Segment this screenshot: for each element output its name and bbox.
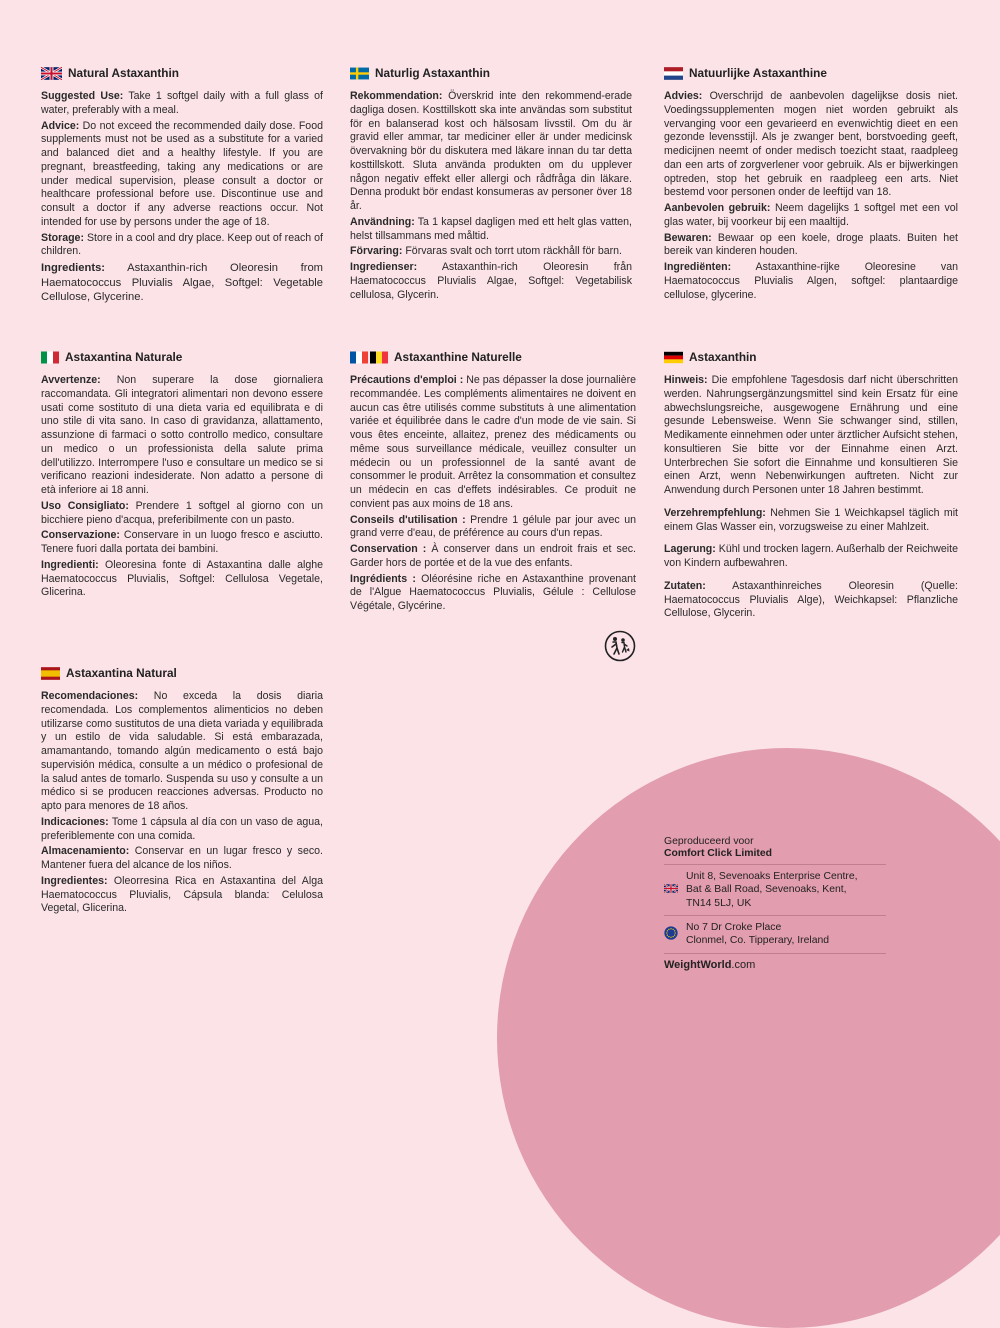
usage-text: Conseils d'utilisation : Prendre 1 gélule par jour avec un grand verre d'eau, de préférence au cours d'un repas. — [350, 513, 636, 540]
storage-text: Bewaren: Bewaar op een koele, droge plaats. Buiten het bereik van kinderen houden. — [664, 231, 958, 258]
ingredients-text: Ingredienti: Oleoresina fonte di Astaxantina dalle alghe Haematococcus Pluvialis, Softgel: Cellulosa Vegetale, Glicerina. — [41, 558, 323, 599]
section-english — [41, 66, 323, 307]
advice-text: Advice: Do not exceed the recommended daily dose. Food supplements must not be used as a substitute for a varied and balanced diet and a healthy lifestyle. If you are pregnant, breastfeeding, taking any medications or are under medical supervision, please consult a doctor or healthcare professional before use. Discontinue use and consult a doctor if any adverse reactions occur. Not intended for use by persons under the age of 18. — [41, 119, 323, 228]
storage-text: Conservation : À conserver dans un endroit frais et sec. Garder hors de portée et de la vue des enfants. — [350, 543, 636, 569]
recommended-use-text: Uso Consigliato: Prendere 1 softgel al giorno con un bicchiere pieno d'acqua, preferibilmente con un pasto. — [41, 499, 323, 526]
spain-flag-icon — [41, 667, 60, 680]
ingredients-text: Zutaten: Astaxanthinreiches Oleoresin (Quelle: Haematococcus Pluvialis Alge), Weichkapsel: Pflanzliche Cellulose, Glycerin. — [664, 579, 958, 620]
warnings-text: Avvertenze: Non superare la dose giornaliera raccomandata. Gli integratori alimentari non devono essere usati come sostituto di una dieta varia ed equilibrata e di uno stile di vita sano. In caso di gravidanza, allattamento, assunzione di farmaci o sotto controllo medico, consultare un medico o un professionista della salute prima dell'utilizzo. Interrompere l'uso e consultare un medico se si verificano reazioni indesiderate. Non adatto a persone di età inferiore ai 18 anni. — [41, 374, 323, 497]
section-title: Natural Astaxanthin — [68, 66, 179, 80]
uk-address-line: TN14 5LJ, UK — [686, 897, 752, 909]
ingredients-text: Ingrediënten: Astaxanthine-rijke Oleoresine van Haematococcus Pluvialis Algen, softgel: plantaardige cellulose, glycerine. — [664, 261, 958, 301]
manufacturer-info — [664, 836, 886, 971]
section-title: Astaxantina Natural — [66, 666, 177, 680]
divider — [664, 953, 886, 954]
uk-address-line: Bat & Ball Road, Sevenoaks, Kent, — [686, 884, 847, 896]
section-title: Astaxantina Naturale — [65, 350, 183, 364]
section-title: Astaxanthin — [689, 350, 757, 364]
section-dutch — [664, 66, 958, 304]
notice-text: Hinweis: Die empfohlene Tagesdosis darf nicht überschritten werden. Nahrungsergänzungsmittel sind kein Ersatz für eine abwechslungsreiche, ausgewogene Ernährung und eine gesunde Lebensweise. Wenn Sie schwanger sind, stillen, Medikamente einnehmen oder unter ärztlicher Aufsicht stehen, konsultieren Sie bitte vor der Einnahme einen Arzt. Unterbrechen Sie sofort die Einnahme und konsultieren Sie einen Arzt, wenn Nebenwirkungen auftreten. Nicht zur Anwendung durch Personen unter 18 Jahren bestimmt. — [664, 374, 958, 497]
eu-address-line: No 7 Dr Croke Place — [686, 921, 782, 933]
storage-text: Storage: Store in a cool and dry place. Keep out of reach of children. — [41, 231, 323, 258]
netherlands-flag-icon — [664, 67, 683, 80]
usage-text: Användning: Ta 1 kapsel dagligen med ett helt glas vatten, helst tillsammans med måltid. — [350, 215, 632, 242]
storage-text: Conservazione: Conservare in un luogo fresco e asciutto. Tenere fuori dalla portata dei bambini. — [41, 529, 323, 556]
directions-text: Indicaciones: Tome 1 cápsula al día con un vaso de agua, preferiblemente con una comida. — [41, 815, 323, 842]
decorative-circle — [497, 748, 1000, 1328]
storage-text: Almacenamiento: Conservar en un lugar fresco y seco. Mantener fuera del alcance de los niños. — [41, 845, 323, 872]
eu-address-line: Clonmel, Co. Tipperary, Ireland — [686, 935, 830, 947]
section-french — [350, 350, 636, 616]
divider — [664, 915, 886, 916]
france-belgium-flags-icon — [350, 351, 388, 364]
italy-flag-icon — [41, 351, 59, 364]
uk-address — [664, 870, 886, 910]
advice-text: Advies: Overschrijd de aanbevolen dagelijkse dosis niet. Voedingssupplementen mogen niet worden gebruikt als vervanging voor een gevarieerd en evenwichtig dieet en een gezonde levensstijl. Als je zwanger bent, borstvoeding geeft, medicijnen neemt of onder medisch toezicht staat, raadpleeg dan een arts of zorgverlener voor gebruik. Als er bijwerkingen optreden, stop het gebruik en raadpleeg een arts. Niet bestemd voor personen onder de leeftijd van 18. — [664, 90, 958, 199]
eu-address — [664, 921, 886, 948]
uk-flag-icon — [664, 884, 678, 896]
brand-logo: WeightWorld.com — [664, 958, 756, 971]
ingredients-text: Ingredienser: Astaxanthin-rich Oleoresin från Haematococcus Pluvialis Algae, Softgel: Vegetabilisk cellulosa, Glycerin. — [350, 261, 632, 301]
uk-flag-icon — [41, 67, 62, 80]
ingredients-text: Ingredientes: Oleorresina Rica en Astaxantina del Alga Haematococcus Pluvialis, Cápsula blanda: Celulosa Vegetal, Glicerina. — [41, 874, 323, 915]
section-title: Astaxanthine Naturelle — [394, 350, 522, 364]
ingredients-text: Ingrédients : Oléorésine riche en Astaxanthine provenant de l'Algue Haematococcus Pluvialis, Gélule : Cellulose Végétale, Glycérine. — [350, 572, 636, 613]
germany-flag-icon — [664, 351, 683, 364]
recommendations-text: Recomendaciones: No exceda la dosis diaria recomendada. Los complementos alimenticios no deben utilizarse como sustitutos de una dieta variada y equilibrada y un estilo de vida saludable. Si está embarazada, amamantando, tomando algún medicamento o está bajo supervisión médica, consulte a un médico o profesional de la salud antes de tomarlo. Suspenda su uso y consulte a un médico si se producen reacciones adversas. Producto no apto para menores de 18 años. — [41, 690, 323, 813]
section-swedish — [350, 66, 632, 304]
section-title: Naturlig Astaxanthin — [375, 66, 490, 80]
ingredients-text: Ingredients: Astaxanthin-rich Oleoresin from Haematococcus Pluvialis Algae, Softgel: Vegetable Cellulose, Glycerine. — [41, 262, 323, 304]
eu-flag-icon — [664, 926, 678, 943]
triman-recycle-icon — [604, 630, 636, 662]
suggested-use-text: Suggested Use: Take 1 softgel daily with a full glass of water, preferably with a meal. — [41, 90, 323, 116]
sweden-flag-icon — [350, 67, 369, 80]
storage-text: Lagerung: Kühl und trocken lagern. Außerhalb der Reichweite von Kindern aufbewahren. — [664, 543, 958, 570]
uk-address-line: Unit 8, Sevenoaks Enterprise Centre, — [686, 871, 858, 882]
company-name: Comfort Click Limited — [664, 848, 772, 859]
produced-for-label: Geproduceerd voor — [664, 836, 754, 847]
section-italian — [41, 350, 323, 602]
section-spanish — [41, 666, 323, 918]
divider — [664, 864, 886, 865]
storage-text: Förvaring: Förvaras svalt och torrt utom räckhåll för barn. — [350, 245, 622, 258]
precautions-text: Précautions d'emploi : Ne pas dépasser la dose journalière recommandée. Les compléments alimentaires ne doivent en aucun cas être utilisés comme substituts à une alimentation variée et équilibrée dans le cadre d'un mode de vie sain. Si vous êtes enceinte, allaitez, prenez des médicaments ou même sous surveillance médicale, veuillez consulter un médecin ou un professionnel de la santé avant de consommer le produit. Arrêtez la consommation et consultez un médecin en cas d'effets indésirables. Ce produit ne convient pas aux moins de 18 ans. — [350, 374, 637, 510]
recommended-use-text: Aanbevolen gebruik: Neem dagelijks 1 softgel met een vol glas water, bij voorkeur bij een maaltijd. — [664, 202, 958, 228]
recommended-use-text: Verzehrempfehlung: Nehmen Sie 1 Weichkapsel täglich mit einem Glas Wasser ein, vorzugsweise zu einer Mahlzeit. — [664, 506, 958, 533]
section-german — [664, 350, 958, 623]
section-title: Natuurlijke Astaxanthine — [689, 66, 827, 80]
recommendation-text: Rekommendation: Överskrid inte den rekommend-erade dagliga dosen. Kosttillskott ska inte användas som substitut för en balanserad kost och hälsosam livsstil. Om du är gravid eller ammar, tar mediciner eller är under medicinsk övervakning bör du diskutera med läkare innan du tar detta kosttillskott. Sluta använda produkten om du upplever någon negativ effekt eller allergi och rådfråga din läkare. Denna produkt bör endast konsumeras av personer över 18 år. — [350, 90, 632, 213]
